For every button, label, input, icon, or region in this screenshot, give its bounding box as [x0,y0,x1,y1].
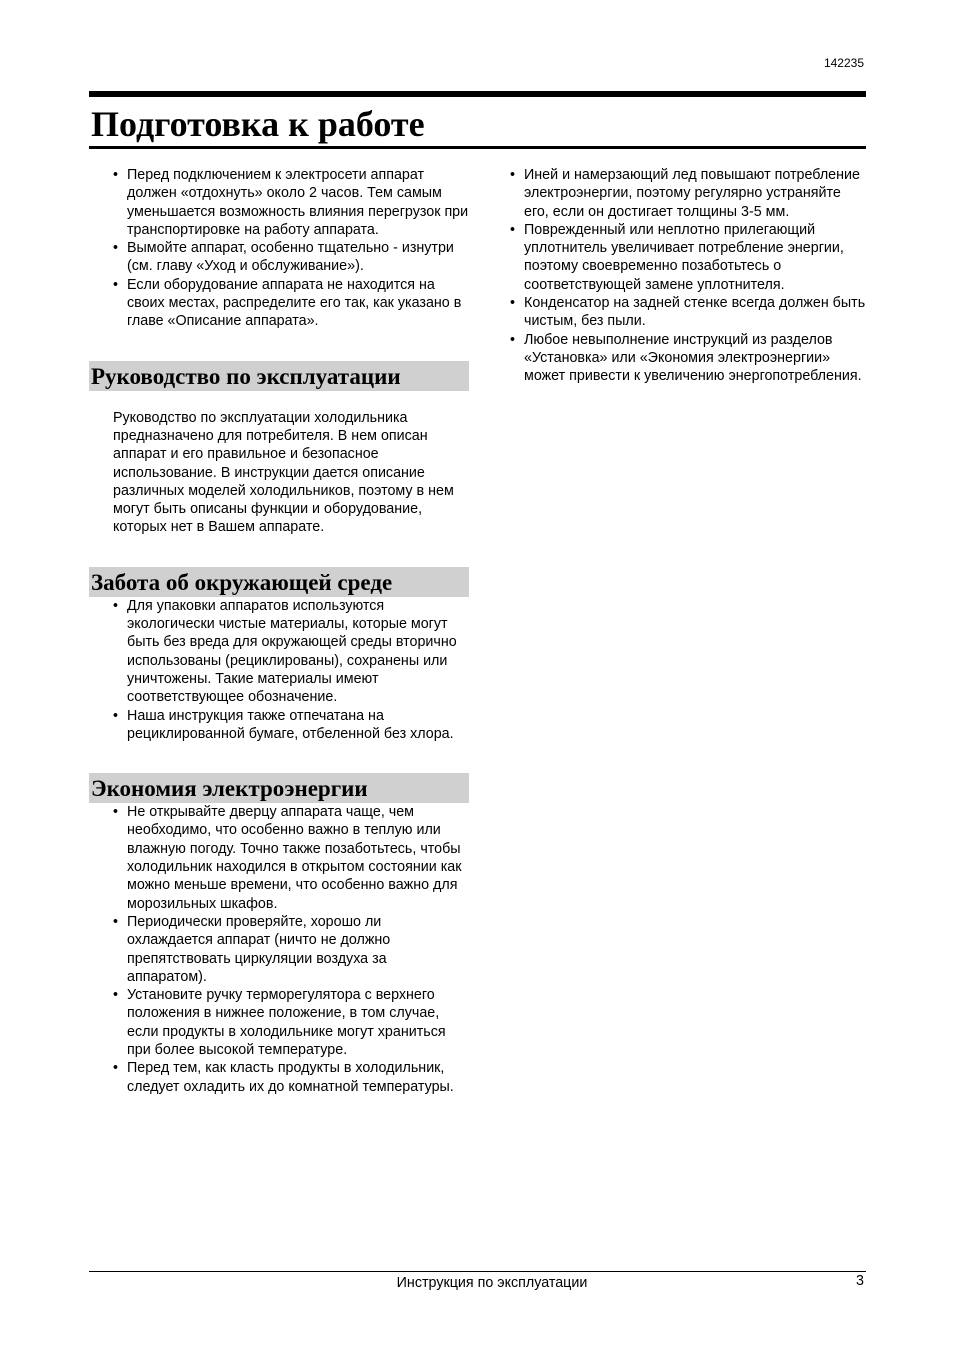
list-item: • Если оборудование аппарата не находится на своих местах, распределите его так, как указано в главе «Описание аппарата». [113,276,469,331]
header-rule [89,91,866,97]
left-column [89,166,469,1096]
intro-list [89,166,469,331]
footer-rule [89,1271,866,1272]
environment-list [89,597,469,743]
energy-list-continued [510,166,866,386]
manual-paragraph: Руководство по эксплуатации холодильника предназначено для потребителя. В нем описан аппарат и его правильное и безопасное использование. В инструкции дается описание различных моделей холодильников, поэтому в нем могут быть описаны функции и оборудование, которых нет в Вашем аппарате. [113,409,454,536]
list-item: • Перед тем, как класть продукты в холодильник, следует охладить их до комнатной температуры. [113,1059,469,1096]
list-item: • Поврежденный или неплотно прилегающий уплотнитель увеличивает потребление энергии, поэтому своевременно позаботьтесь о соответствующей замене уплотнителя. [510,221,866,294]
list-item: • Иней и намерзающий лед повышают потребление электроэнергии, поэтому регулярно устраняйте его, если он достигает толщины 3-5 мм. [510,166,866,221]
right-column [510,166,866,386]
list-item: • Наша инструкция также отпечатана на рециклированной бумаге, отбеленной без хлора. [113,707,469,744]
section-heading-energy: Экономия электроэнергии [89,773,469,803]
section-heading-environment: Забота об окружающей среде [89,567,469,597]
list-item: • Не открывайте дверцу аппарата чаще, чем необходимо, что особенно важно в теплую или влажную погоду. Точно также позаботьтесь, чтобы холодильник находился в открытом состоянии как можно меньше времени, что особенно важно для морозильных шкафов. [113,803,469,913]
energy-list [89,803,469,1096]
page-number: 3 [856,1273,864,1289]
footer-title: Инструкция по эксплуатации [396,1275,588,1291]
title-underline [89,146,866,149]
document-code: 142235 [823,56,864,70]
list-item: • Вымойте аппарат, особенно тщательно - изнутри (см. главу «Уход и обслуживание»). [113,239,469,276]
section-heading-manual: Руководство по эксплуатации [89,361,469,391]
list-item: • Для упаковки аппаратов используются экологически чистые материалы, которые могут быть без вреда для окружающей среды вторично использованы (рециклированы), сохранены или уничтожены. Такие материалы имеют соответствующее обозначение. [113,597,469,707]
list-item: • Конденсатор на задней стенке всегда должен быть чистым, без пыли. [510,294,866,331]
page-title: Подготовка к работе [91,104,425,144]
list-item: • Любое невыполнение инструкций из разделов «Установка» или «Экономия электроэнергии» может привести к увеличению энергопотребления. [510,331,866,386]
list-item: • Перед подключением к электросети аппарат должен «отдохнуть» около 2 часов. Тем самым уменьшается возможность влияния перегрузок при транспортировке на работу аппарата. [113,166,469,239]
list-item: • Периодически проверяйте, хорошо ли охлаждается аппарат (ничто не должно препятствовать циркуляции воздуха за аппаратом). [113,913,469,986]
list-item: • Установите ручку терморегулятора с верхнего положения в нижнее положение, в том случае, если продукты в холодильнике могут храниться при более высокой температуре. [113,986,469,1059]
